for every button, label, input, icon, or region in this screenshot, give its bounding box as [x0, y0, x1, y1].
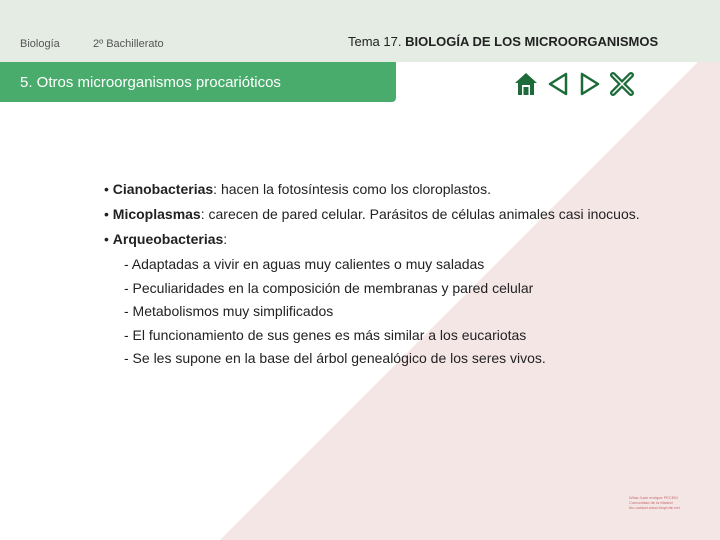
bullet-micoplasmas [104, 205, 644, 223]
bullet-text: : carecen de pared celular. Parásitos de células animales casi inocuos. [200, 206, 640, 222]
list-item: - Peculiaridades en la composición de membranas y pared celular [124, 279, 534, 296]
bullet-term: Micoplasmas [112, 206, 201, 222]
content-body [104, 180, 644, 373]
bullet-marker: • [104, 231, 113, 247]
prev-button[interactable] [544, 70, 572, 98]
list-item: - Se les supone en la base del árbol genealógico de los seres vivos. [124, 350, 546, 367]
header-topic [348, 34, 658, 49]
author-stamp [629, 495, 697, 510]
bullet-term: Cianobacterias [112, 181, 214, 197]
header-subject: Biología [20, 38, 60, 50]
topic-prefix: Tema 17. [348, 34, 406, 49]
stamp-line: Comunidad de la Madrid [629, 500, 673, 505]
close-icon [608, 70, 636, 98]
bullet-marker: • [104, 206, 113, 222]
bullet-text: : hacen la fotosíntesis como los cloroplastos. [213, 181, 491, 197]
bullet-cianobacterias [104, 180, 644, 198]
stamp-line: Whar.Juan enrique FECEM [629, 495, 678, 500]
home-icon [512, 70, 540, 98]
section-title: 5. Otros microorganismos procarióticos [20, 74, 281, 91]
next-icon [576, 70, 604, 98]
nav-toolbar [512, 70, 636, 98]
list-item: - Adaptadas a vivir en aguas muy calientes o muy saladas [124, 256, 485, 272]
list-item: - El funcionamiento de sus genes es más similar a los eucariotas [124, 326, 527, 343]
bullet-marker: • [104, 181, 113, 197]
home-button[interactable] [512, 70, 540, 98]
stamp-line: bio-unidad-www.bioprofe.net [629, 505, 680, 510]
bullet-term: Arqueobacterias [112, 231, 224, 247]
header-band [0, 0, 720, 62]
section-tab [0, 62, 396, 102]
header-course: 2º Bachillerato [93, 38, 164, 50]
prev-icon [544, 70, 572, 98]
topic-title: BIOLOGÍA DE LOS MICROORGANISMOS [405, 34, 659, 49]
arqueobacterias-list [104, 255, 644, 367]
list-item: - Metabolismos muy simplificados [124, 303, 334, 320]
bullet-text: : [223, 231, 228, 247]
close-button[interactable] [608, 70, 636, 98]
bullet-arqueobacterias [104, 230, 644, 248]
next-button[interactable] [576, 70, 604, 98]
